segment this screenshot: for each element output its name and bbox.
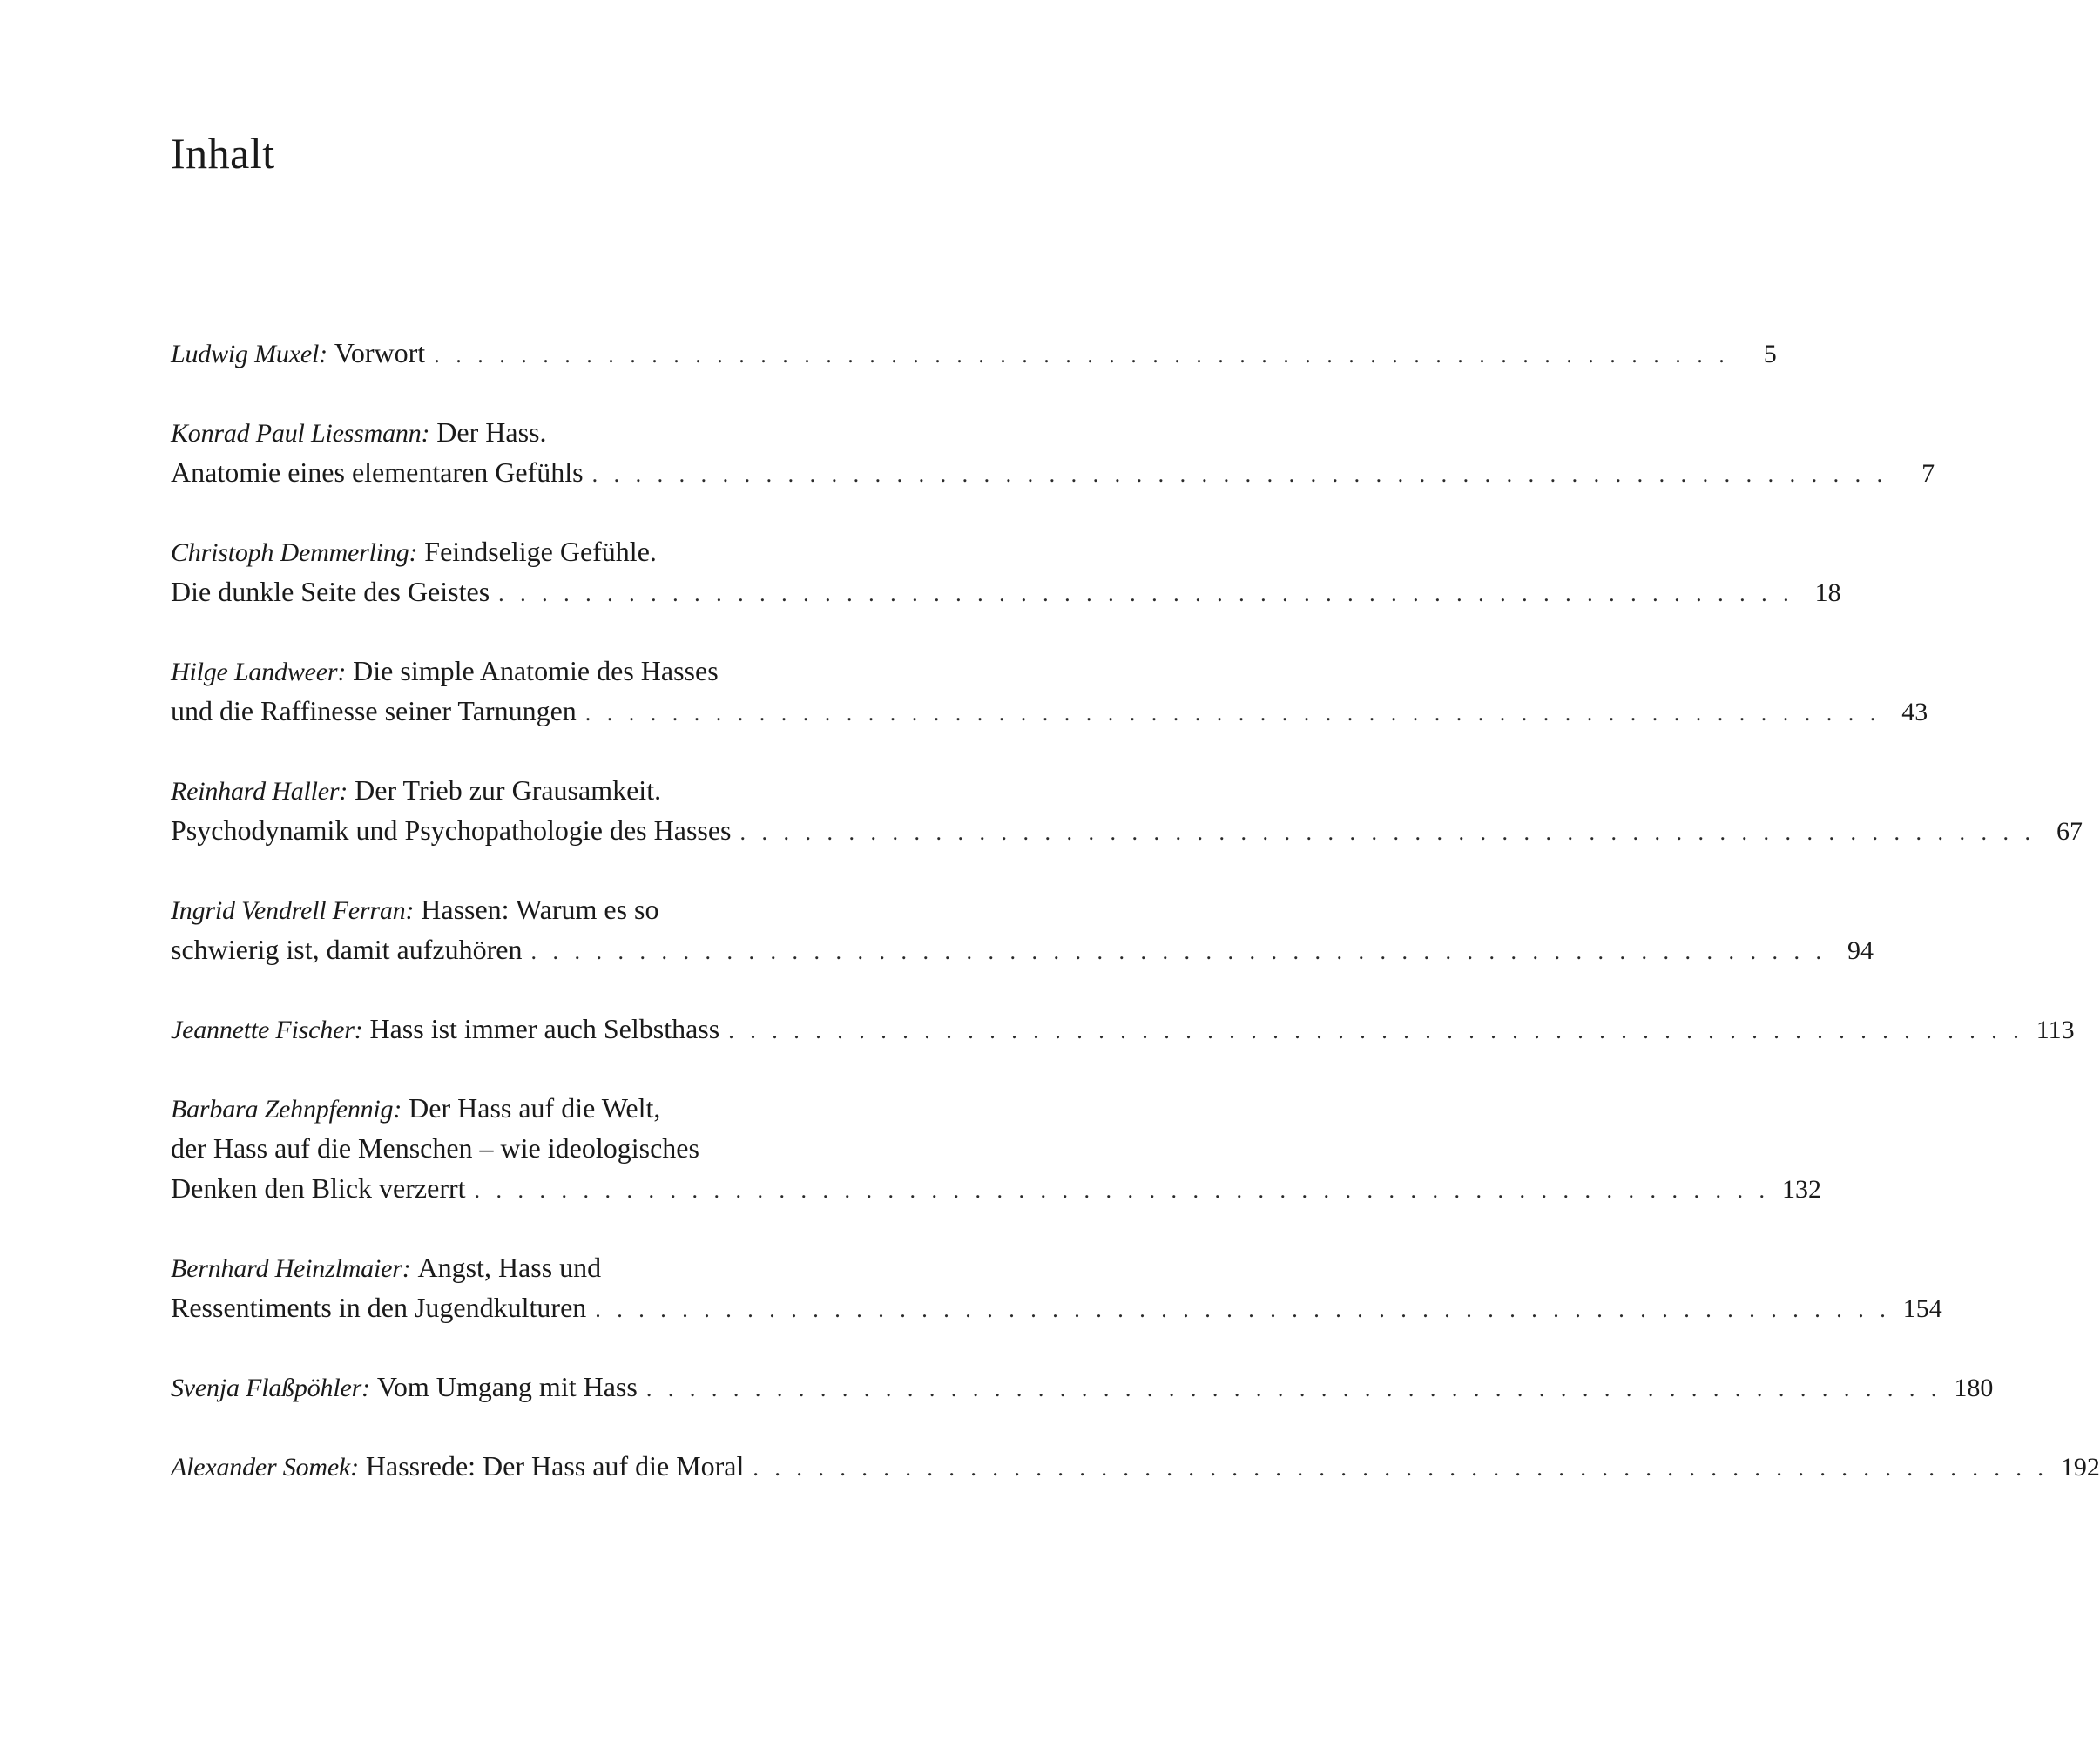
- entry-title-text: Die simple Anatomie des Hasses: [353, 655, 719, 686]
- spacer: [327, 333, 334, 373]
- page-number: 67: [2056, 817, 2083, 846]
- toc-entry: [171, 651, 1928, 731]
- page-number: 113: [2036, 1016, 2075, 1044]
- entry-title-text: Hassrede: Der Hass auf die Moral: [365, 1450, 745, 1482]
- toc-entry: [171, 1009, 2075, 1049]
- dot-leader: . . . . . . . . . . . . . . . . . . . . . . . . . . . . . . . . . . . . . . . . . . . . . . . . . . . . . . . . . . . .: [591, 462, 1888, 487]
- spacer: [370, 1367, 377, 1407]
- page-number: 132: [1782, 1175, 1822, 1204]
- toc-entry-line: [171, 412, 916, 452]
- page-number: 7: [1921, 459, 1935, 488]
- toc-entry-line: [171, 1168, 1822, 1208]
- entry-author: Svenja Flaßpöhler:: [171, 1374, 370, 1402]
- entry-title-text: Anatomie eines elementaren Gefühls: [171, 456, 584, 488]
- toc-entry-line: [171, 531, 916, 571]
- spacer: [429, 412, 436, 452]
- entry-title-text: und die Raffinesse seiner Tarnungen: [171, 695, 577, 726]
- dot-leader: . . . . . . . . . . . . . . . . . . . . . . . . . . . . . . . . . . . . . . . . . . . . . . . . . . . . . . . . . . . .: [530, 939, 1827, 964]
- entry-title-text: Ressentiments in den Jugendkulturen: [171, 1292, 587, 1323]
- toc-entry: [171, 412, 1935, 492]
- entry-title-text: Hass ist immer auch Selbsthass: [369, 1013, 720, 1044]
- page-number: 154: [1902, 1294, 1942, 1323]
- entry-title-text: Psychodynamik und Psychopathologie des Hasses: [171, 814, 732, 846]
- dot-leader: . . . . . . . . . . . . . . . . . . . . . . . . . . . . . . . . . . . . . . . . . . . . . . . . . . . . . . . . . . . .: [645, 1376, 1942, 1401]
- toc-entry: [171, 770, 2083, 850]
- entry-title-text: Der Hass.: [436, 416, 547, 448]
- toc-entry: [171, 333, 1777, 373]
- page-number: 180: [1954, 1374, 1994, 1402]
- dot-leader: . . . . . . . . . . . . . . . . . . . . . . . . . . . . . . . . . . . . . . . . . . . . . . . . . . . . . . . . . . . .: [434, 342, 1730, 368]
- entry-author: Ludwig Muxel:: [171, 340, 327, 368]
- toc-entry: [171, 889, 1874, 969]
- entry-title-text: Hassen: Warum es so: [421, 894, 659, 925]
- entry-title-text: Feindselige Gefühle.: [424, 536, 657, 567]
- toc-entry-line: [171, 452, 1935, 492]
- entry-title-text: Der Trieb zur Grausamkeit.: [355, 774, 662, 806]
- dot-leader: . . . . . . . . . . . . . . . . . . . . . . . . . . . . . . . . . . . . . . . . . . . . . . . . . . . . . . . . . . . .: [474, 1178, 1771, 1203]
- toc-entry-line: [171, 929, 1874, 969]
- spacer: [414, 889, 421, 929]
- toc-entry-line: [171, 770, 916, 810]
- toc-entry-line: [171, 571, 1841, 611]
- page-number: 94: [1847, 936, 1874, 965]
- dot-leader: . . . . . . . . . . . . . . . . . . . . . . . . . . . . . . . . . . . . . . . . . . . . . . . . . . . . . . . . . . . .: [753, 1455, 2049, 1481]
- toc-entry-line: [171, 333, 1777, 373]
- page-number: 18: [1814, 578, 1841, 607]
- dot-leader: . . . . . . . . . . . . . . . . . . . . . . . . . . . . . . . . . . . . . . . . . . . . . . . . . . . . . . . . . . . .: [584, 700, 1881, 726]
- spacer: [362, 1009, 369, 1049]
- entry-author: Jeannette Fischer:: [171, 1016, 363, 1044]
- toc-entry-line: [171, 1088, 916, 1128]
- toc-entry-line: [171, 691, 1928, 731]
- entry-title-text: Vorwort: [334, 337, 426, 368]
- entry-author: Barbara Zehnpfennig:: [171, 1095, 402, 1124]
- entry-title-text: Die dunkle Seite des Geistes: [171, 576, 490, 607]
- page-number: 43: [1901, 698, 1928, 726]
- entry-title-text: Vom Umgang mit Hass: [376, 1371, 638, 1402]
- entry-author: Ingrid Vendrell Ferran:: [171, 896, 415, 925]
- toc-entry-line: [171, 1367, 1994, 1407]
- spacer: [417, 531, 424, 571]
- toc-entry: [171, 531, 1841, 611]
- toc-entry: [171, 1088, 1822, 1208]
- spacer: [359, 1446, 366, 1486]
- spacer: [346, 651, 353, 691]
- toc-entry-line: [171, 1009, 2075, 1049]
- toc-entry: [171, 1247, 1942, 1327]
- dot-leader: . . . . . . . . . . . . . . . . . . . . . . . . . . . . . . . . . . . . . . . . . . . . . . . . . . . . . . . . . . . .: [739, 820, 2036, 845]
- entry-title-text: Der Hass auf die Welt,: [409, 1092, 661, 1124]
- entry-title-text: Denken den Blick verzerrt: [171, 1172, 466, 1204]
- toc-entry-line: [171, 651, 916, 691]
- entry-author: Hilge Landweer:: [171, 658, 347, 686]
- page-number: 192: [2060, 1453, 2100, 1482]
- toc-entry-line: [171, 1446, 2100, 1486]
- entry-title-text: der Hass auf die Menschen – wie ideologisches: [171, 1132, 699, 1164]
- spacer: [402, 1088, 409, 1128]
- toc-entry-line: [171, 1287, 1942, 1327]
- toc-entry: [171, 1446, 2100, 1486]
- entry-author: Bernhard Heinzlmaier:: [171, 1254, 411, 1283]
- dot-leader: . . . . . . . . . . . . . . . . . . . . . . . . . . . . . . . . . . . . . . . . . . . . . . . . . . . . . . . . . . . .: [498, 581, 1794, 606]
- toc-entry-line: [171, 889, 916, 929]
- entry-author: Christoph Demmerling:: [171, 538, 418, 567]
- dot-leader: . . . . . . . . . . . . . . . . . . . . . . . . . . . . . . . . . . . . . . . . . . . . . . . . . . . . . . . . . . . .: [728, 1018, 2024, 1043]
- entry-author: Reinhard Haller:: [171, 777, 348, 806]
- spacer: [348, 770, 355, 810]
- dot-leader: . . . . . . . . . . . . . . . . . . . . . . . . . . . . . . . . . . . . . . . . . . . . . . . . . . . . . . . . . . . .: [595, 1297, 1891, 1322]
- toc-entry-line: [171, 1247, 916, 1287]
- entry-author: Konrad Paul Liessmann:: [171, 419, 430, 448]
- spacer: [410, 1247, 417, 1287]
- entry-author: Alexander Somek:: [171, 1453, 359, 1482]
- toc-entry-line: [171, 1128, 916, 1168]
- page-number: 5: [1763, 340, 1777, 368]
- page-title: Inhalt: [171, 129, 275, 178]
- entry-title-text: Angst, Hass und: [417, 1252, 602, 1283]
- toc-entry: [171, 1367, 1994, 1407]
- toc-entry-line: [171, 810, 2083, 850]
- table-of-contents: [171, 333, 2100, 1525]
- entry-title-text: schwierig ist, damit aufzuhören: [171, 934, 523, 965]
